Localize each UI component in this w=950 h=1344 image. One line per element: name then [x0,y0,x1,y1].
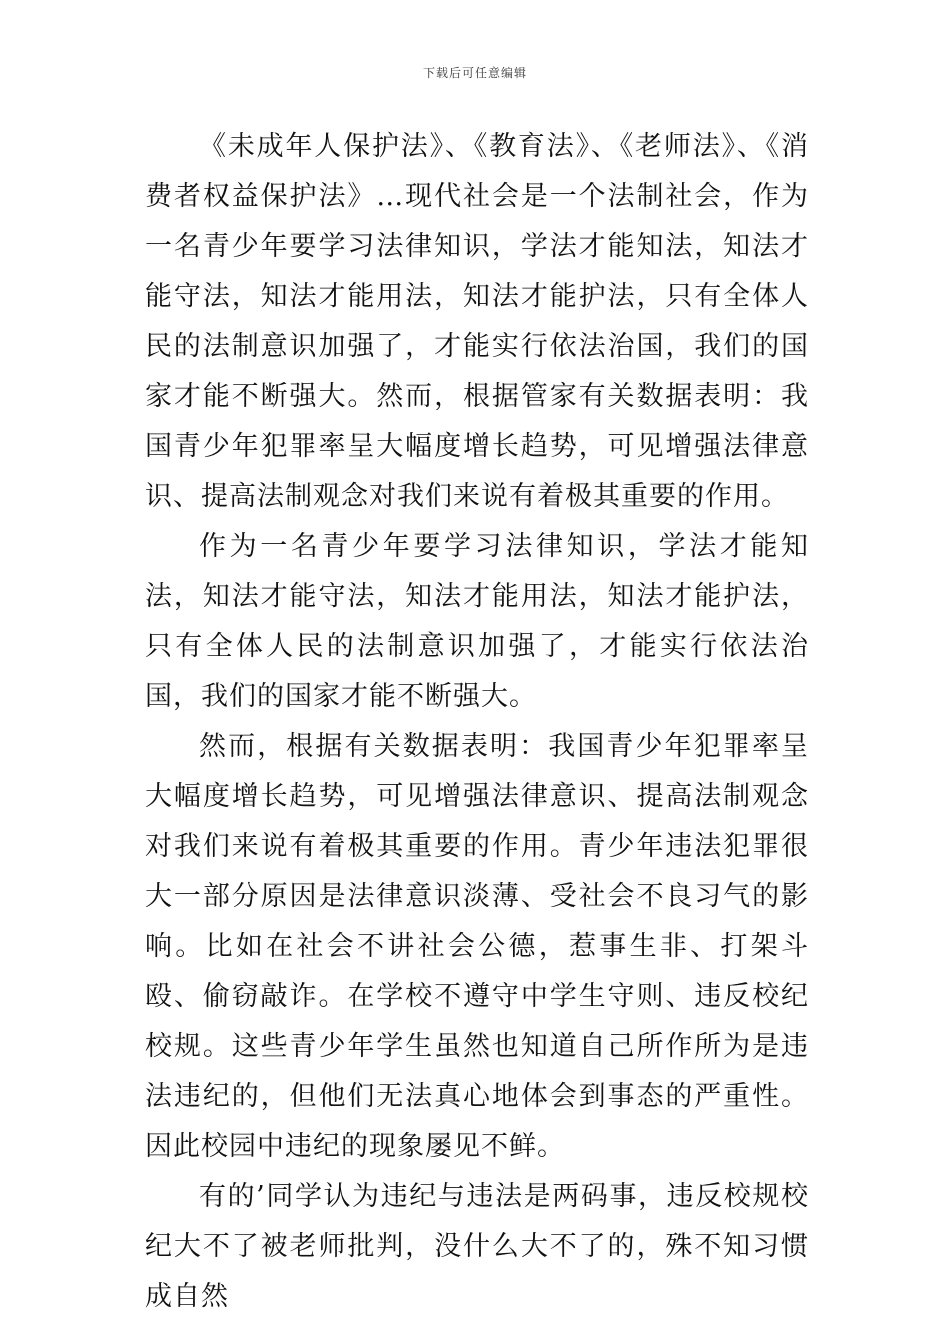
body-text [145,122,809,1322]
paragraph-2: 作为一名青少年要学习法律知识，学法才能知法，知法才能守法，知法才能用法，知法才能护法，只有全体人民的法制意识加强了，才能实行依法治国，我们的国家才能不断强大。 [145,531,809,712]
paragraph-1: 《未成年人保护法》、《教育法》、《老师法》、《消费者权益保护法》…现代社会是一个法制社会，作为一名青少年要学习法律知识，学法才能知法，知法才能守法，知法才能用法，知法才能护法，只有全体人民的法制意识加强了，才能实行依法治国，我们的国家才能不断强大。然而，根据管家有关数据表明：我国青少年犯罪率呈大幅度增长趋势，可见增强法律意识、提高法制观念对我们来说有着极其重要的作用。 [145,131,809,512]
paragraph-4: 有的’同学认为违纪与违法是两码事，违反校规校纪大不了被老师批判，没什么大不了的，殊不知习惯成自然 [145,1181,809,1312]
header-note: 下载后可任意编辑 [422,66,527,80]
paragraph-3: 然而，根据有关数据表明：我国青少年犯罪率呈大幅度增长趋势，可见增强法律意识、提高法制观念对我们来说有着极其重要的作用。青少年违法犯罪很大一部分原因是法律意识淡薄、受社会不良习气的影响。比如在社会不讲社会公德，惹事生非、打架斗殴、偷窃敲诈。在学校不遵守中学生守则、违反校纪校规。这些青少年学生虽然也知道自己所作所为是违法违纪的，但他们无法真心地体会到事态的严重性。因此校园中违纪的现象屡见不鲜。 [145,731,809,1162]
